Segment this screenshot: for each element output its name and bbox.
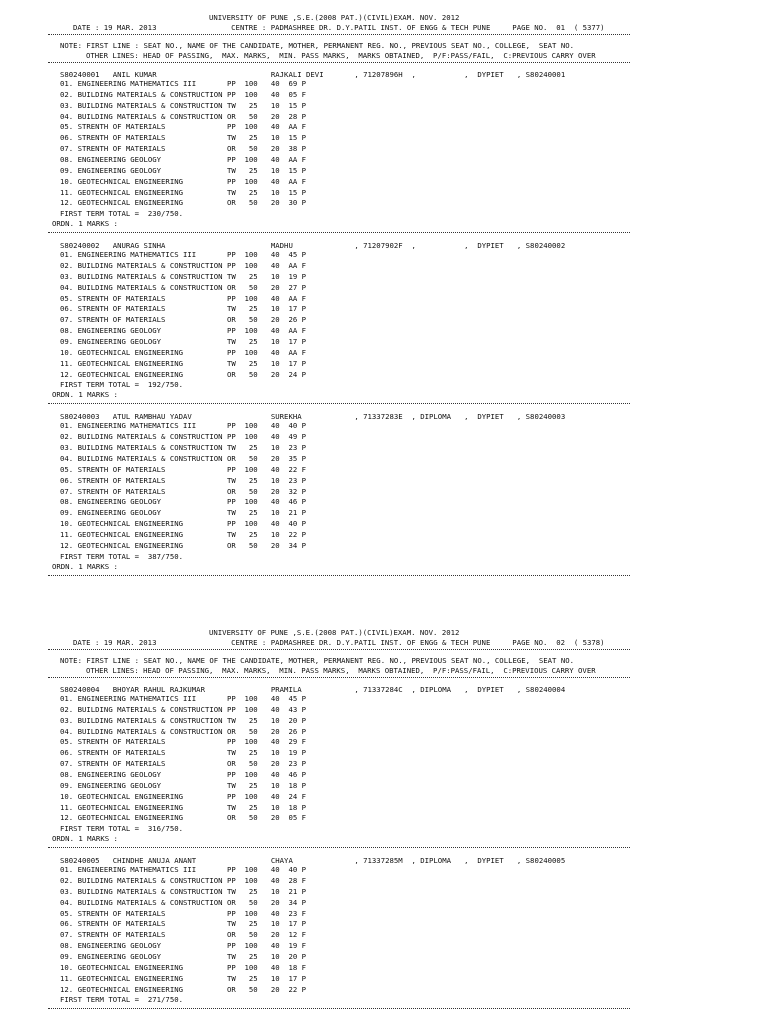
dotted-separator xyxy=(48,575,630,576)
dotted-separator xyxy=(48,847,630,848)
subject-row: 02. BUILDING MATERIALS & CONSTRUCTION PP 100 40 28 F xyxy=(60,876,307,886)
subject-row: 04. BUILDING MATERIALS & CONSTRUCTION OR 50 20 34 P xyxy=(60,897,307,907)
subject-row: 05. STRENTH OF MATERIALS PP 100 40 29 F xyxy=(60,737,307,747)
subject-row: 05. STRENTH OF MATERIALS PP 100 40 23 F xyxy=(60,908,307,918)
student-header-row: S80240002 ANURAG SINHA MADHU , 71207902F , , DYPIET , S80240002 xyxy=(60,241,566,251)
dotted-separator xyxy=(48,1008,630,1009)
subject-row: 06. STRENTH OF MATERIALS TW 25 10 23 P xyxy=(60,475,307,485)
exam-title: UNIVERSITY OF PUNE ,S.E.(2008 PAT.)(CIVIL)EXAM. NOV. 2012 xyxy=(209,13,460,22)
subject-row: 11. GEOTECHNICAL ENGINEERING TW 25 10 17 P xyxy=(60,358,307,368)
subject-row: 02. BUILDING MATERIALS & CONSTRUCTION PP 100 40 43 P xyxy=(60,704,307,714)
subject-row: 02. BUILDING MATERIALS & CONSTRUCTION PP 100 40 AA F xyxy=(60,261,307,271)
subject-row: 11. GEOTECHNICAL ENGINEERING TW 25 10 15 P xyxy=(60,187,307,197)
subject-row: 11. GEOTECHNICAL ENGINEERING TW 25 10 22 P xyxy=(60,529,307,539)
first-term-total: FIRST TERM TOTAL = 271/750. xyxy=(60,995,184,1005)
ordn-marks: ORDN. 1 MARKS : xyxy=(52,219,118,229)
subject-row: 04. BUILDING MATERIALS & CONSTRUCTION OR 50 20 26 P xyxy=(60,726,307,736)
subject-row: 09. ENGINEERING GEOLOGY TW 25 10 18 P xyxy=(60,780,307,790)
student-header-row: S80240005 CHINDHE ANUJA ANANT CHAYA , 71337285M , DIPLOMA , DYPIET , S80240005 xyxy=(60,856,566,866)
subject-row: 01. ENGINEERING MATHEMATICS III PP 100 40 45 P xyxy=(60,250,307,260)
note-line: OTHER LINES: HEAD OF PASSING, MAX. MARKS, MIN. PASS MARKS, MARKS OBTAINED, P/F:PASS/FAIL, C:PREVIOUS CARRY OVER xyxy=(86,666,596,675)
subject-row: 08. ENGINEERING GEOLOGY PP 100 40 AA F xyxy=(60,154,307,164)
subject-row: 03. BUILDING MATERIALS & CONSTRUCTION TW 25 10 15 P xyxy=(60,100,307,110)
subject-row: 04. BUILDING MATERIALS & CONSTRUCTION OR 50 20 27 P xyxy=(60,282,307,292)
dotted-separator xyxy=(48,232,630,233)
student-header-row: S80240004 BHOYAR RAHUL RAJKUMAR PRAMILA , 71337284C , DIPLOMA , DYPIET , S80240004 xyxy=(60,685,566,694)
subject-row: 01. ENGINEERING MATHEMATICS III PP 100 40 45 P xyxy=(60,694,307,703)
dotted-separator xyxy=(48,62,630,63)
subject-row: 08. ENGINEERING GEOLOGY PP 100 40 19 F xyxy=(60,941,307,951)
subject-row: 10. GEOTECHNICAL ENGINEERING PP 100 40 40 P xyxy=(60,519,307,529)
subject-row: 08. ENGINEERING GEOLOGY PP 100 40 46 P xyxy=(60,769,307,779)
subject-row: 12. GEOTECHNICAL ENGINEERING OR 50 20 34 P xyxy=(60,540,307,550)
subject-row: 07. STRENTH OF MATERIALS OR 50 20 32 P xyxy=(60,486,307,496)
subject-row: 08. ENGINEERING GEOLOGY PP 100 40 AA F xyxy=(60,326,307,336)
dotted-separator xyxy=(48,34,630,35)
subject-row: 12. GEOTECHNICAL ENGINEERING OR 50 20 24 P xyxy=(60,369,307,379)
subject-row: 11. GEOTECHNICAL ENGINEERING TW 25 10 17 P xyxy=(60,973,307,983)
subject-row: 09. ENGINEERING GEOLOGY TW 25 10 21 P xyxy=(60,508,307,518)
first-term-total: FIRST TERM TOTAL = 316/750. xyxy=(60,824,184,834)
subject-row: 01. ENGINEERING MATHEMATICS III PP 100 40 40 P xyxy=(60,865,307,875)
subject-row: 07. STRENTH OF MATERIALS OR 50 20 38 P xyxy=(60,144,307,154)
page-header-info: DATE : 19 MAR. 2013 CENTRE : PADMASHREE DR. D.Y.PATIL INST. OF ENGG & TECH PUNE PAGE NO. 02 ( 5378) xyxy=(73,638,605,647)
subject-row: 03. BUILDING MATERIALS & CONSTRUCTION TW 25 10 19 P xyxy=(60,271,307,281)
subject-row: 06. STRENTH OF MATERIALS TW 25 10 17 P xyxy=(60,304,307,314)
subject-row: 12. GEOTECHNICAL ENGINEERING OR 50 20 22 P xyxy=(60,984,307,994)
note-line: NOTE: FIRST LINE : SEAT NO., NAME OF THE CANDIDATE, MOTHER, PERMANENT REG. NO., PREVIOUS SEAT NO., COLLEGE, SEAT NO. xyxy=(60,41,574,50)
subject-row: 07. STRENTH OF MATERIALS OR 50 20 26 P xyxy=(60,315,307,325)
ordn-marks: ORDN. 1 MARKS : xyxy=(52,390,118,400)
subject-row: 09. ENGINEERING GEOLOGY TW 25 10 17 P xyxy=(60,337,307,346)
subject-row: 12. GEOTECHNICAL ENGINEERING OR 50 20 30 P xyxy=(60,198,307,208)
subject-row: 03. BUILDING MATERIALS & CONSTRUCTION TW 25 10 21 P xyxy=(60,886,307,896)
subject-row: 05. STRENTH OF MATERIALS PP 100 40 AA F xyxy=(60,293,307,303)
subject-row: 03. BUILDING MATERIALS & CONSTRUCTION TW 25 10 23 P xyxy=(60,443,307,453)
exam-title: UNIVERSITY OF PUNE ,S.E.(2008 PAT.)(CIVIL)EXAM. NOV. 2012 xyxy=(209,628,460,637)
dotted-separator xyxy=(48,677,630,678)
page-header-info: DATE : 19 MAR. 2013 CENTRE : PADMASHREE DR. D.Y.PATIL INST. OF ENGG & TECH PUNE PAGE NO. 01 ( 5377) xyxy=(73,23,605,32)
subject-row: 06. STRENTH OF MATERIALS TW 25 10 15 P xyxy=(60,133,307,143)
ordn-marks: ORDN. 1 MARKS : xyxy=(52,561,118,571)
subject-row: 02. BUILDING MATERIALS & CONSTRUCTION PP 100 40 49 P xyxy=(60,432,307,442)
subject-row: 11. GEOTECHNICAL ENGINEERING TW 25 10 18 P xyxy=(60,802,307,812)
subject-row: 05. STRENTH OF MATERIALS PP 100 40 AA F xyxy=(60,122,307,132)
subject-row: 09. ENGINEERING GEOLOGY TW 25 10 15 P xyxy=(60,165,307,175)
first-term-total: FIRST TERM TOTAL = 192/750. xyxy=(60,380,184,390)
dotted-separator xyxy=(48,403,630,404)
subject-row: 12. GEOTECHNICAL ENGINEERING OR 50 20 05 F xyxy=(60,813,307,823)
ordn-marks: ORDN. 1 MARKS : xyxy=(52,834,118,844)
note-line: NOTE: FIRST LINE : SEAT NO., NAME OF THE CANDIDATE, MOTHER, PERMANENT REG. NO., PREVIOUS SEAT NO., COLLEGE, SEAT NO. xyxy=(60,656,574,665)
subject-row: 10. GEOTECHNICAL ENGINEERING PP 100 40 AA F xyxy=(60,176,307,186)
subject-row: 06. STRENTH OF MATERIALS TW 25 10 19 P xyxy=(60,748,307,758)
subject-row: 07. STRENTH OF MATERIALS OR 50 20 12 F xyxy=(60,930,307,940)
student-header-row: S80240003 ATUL RAMBHAU YADAV SUREKHA , 71337283E , DIPLOMA , DYPIET , S80240003 xyxy=(60,412,566,422)
first-term-total: FIRST TERM TOTAL = 387/750. xyxy=(60,551,184,561)
first-term-total: FIRST TERM TOTAL = 230/750. xyxy=(60,209,184,219)
subject-row: 10. GEOTECHNICAL ENGINEERING PP 100 40 24 F xyxy=(60,791,307,801)
subject-row: 01. ENGINEERING MATHEMATICS III PP 100 40 69 P xyxy=(60,79,307,88)
note-line: OTHER LINES: HEAD OF PASSING, MAX. MARKS, MIN. PASS MARKS, MARKS OBTAINED, P/F:PASS/FAIL, C:PREVIOUS CARRY OVER xyxy=(86,51,596,60)
subject-row: 01. ENGINEERING MATHEMATICS III PP 100 40 40 P xyxy=(60,421,307,431)
subject-row: 03. BUILDING MATERIALS & CONSTRUCTION TW 25 10 20 P xyxy=(60,715,307,725)
subject-row: 10. GEOTECHNICAL ENGINEERING PP 100 40 AA F xyxy=(60,347,307,357)
subject-row: 04. BUILDING MATERIALS & CONSTRUCTION OR 50 20 28 P xyxy=(60,111,307,121)
subject-row: 09. ENGINEERING GEOLOGY TW 25 10 20 P xyxy=(60,952,307,961)
subject-row: 06. STRENTH OF MATERIALS TW 25 10 17 P xyxy=(60,919,307,929)
subject-row: 04. BUILDING MATERIALS & CONSTRUCTION OR 50 20 35 P xyxy=(60,453,307,463)
subject-row: 02. BUILDING MATERIALS & CONSTRUCTION PP 100 40 05 F xyxy=(60,89,307,99)
dotted-separator xyxy=(48,649,630,650)
subject-row: 05. STRENTH OF MATERIALS PP 100 40 22 F xyxy=(60,464,307,474)
student-header-row: S80240001 ANIL KUMAR RAJKALI DEVI , 71207896H , , DYPIET , S80240001 xyxy=(60,70,566,79)
subject-row: 08. ENGINEERING GEOLOGY PP 100 40 46 P xyxy=(60,497,307,507)
subject-row: 10. GEOTECHNICAL ENGINEERING PP 100 40 18 F xyxy=(60,962,307,972)
subject-row: 07. STRENTH OF MATERIALS OR 50 20 23 P xyxy=(60,759,307,769)
